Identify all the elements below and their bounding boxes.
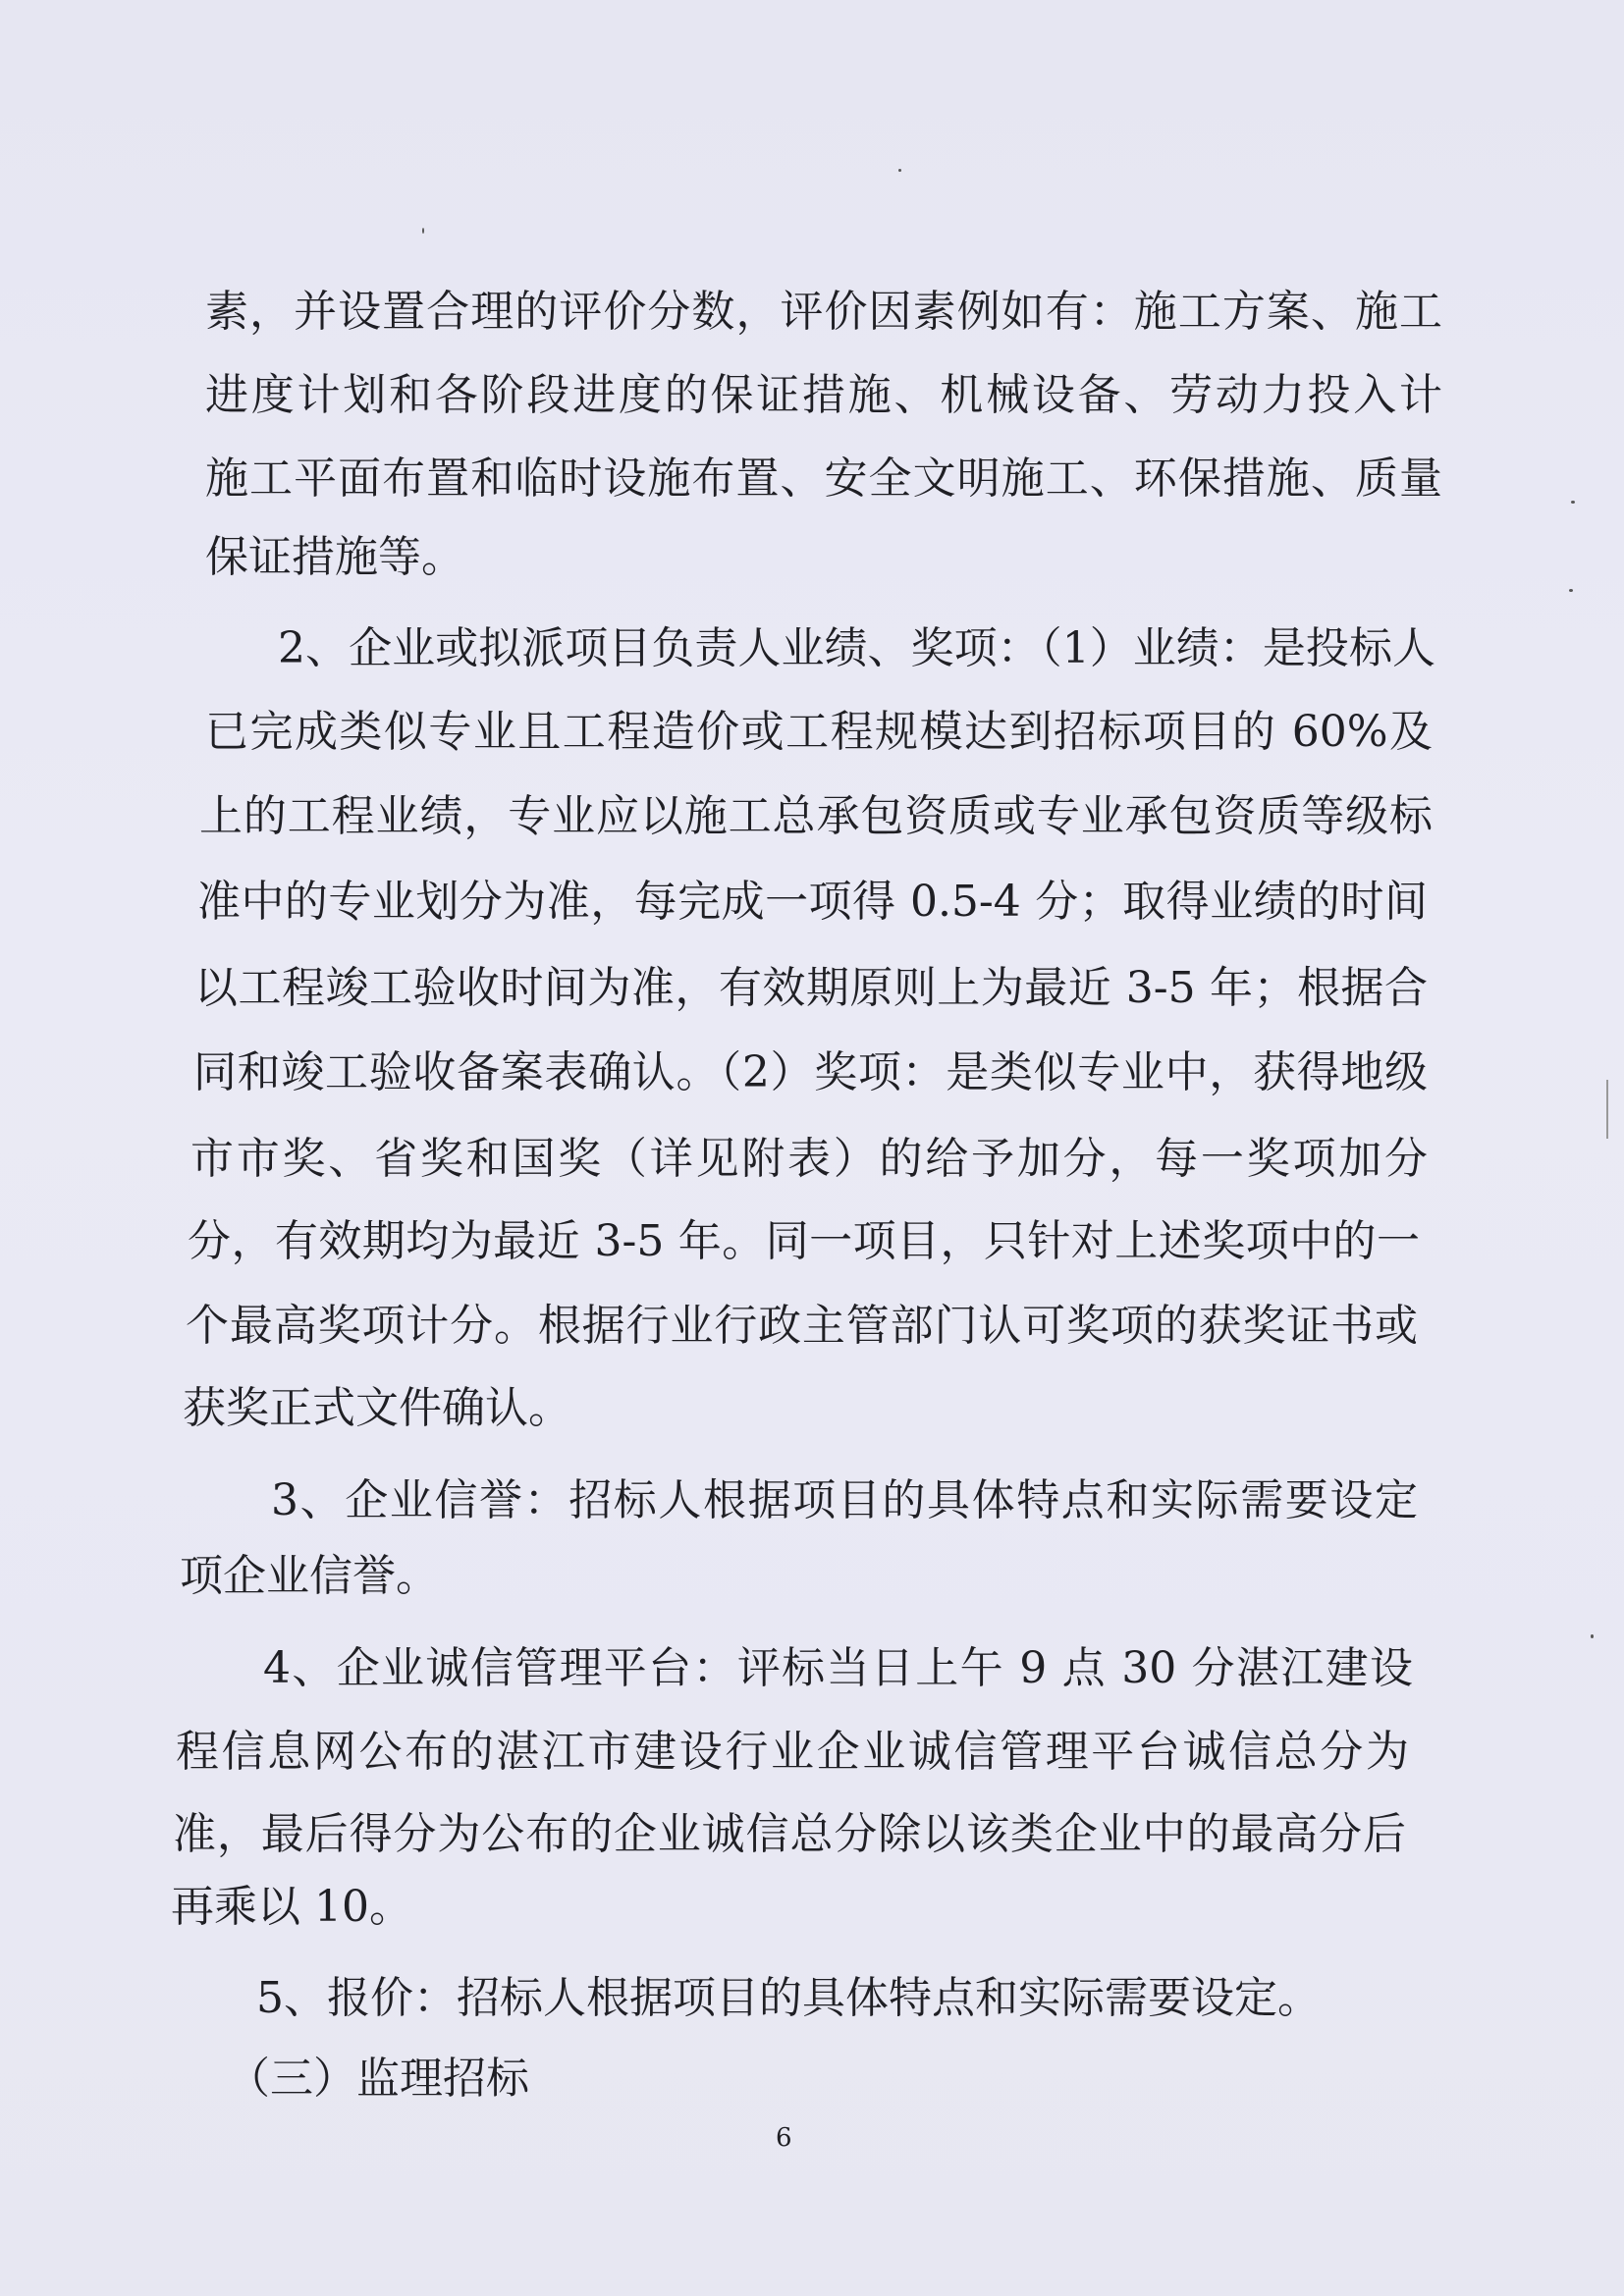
- text-line: 同和竣工验收备案表确认。（2）奖项：是类似专业中，获得地级: [193, 1047, 1428, 1097]
- scan-speck: [898, 169, 901, 172]
- scan-speck: [1569, 589, 1573, 592]
- paragraph-3-start: 3、企业信誉：招标人根据项目的具体特点和实际需要设定: [271, 1475, 1418, 1525]
- text-line: 准中的专业划分为准，每完成一项得 0.5-4 分；取得业绩的时间: [197, 877, 1428, 927]
- text-line: 施工平面布置和临时设施布置、安全文明施工、环保措施、质量: [205, 454, 1442, 504]
- text-line: 进度计划和各阶段进度的保证措施、机械设备、劳动力投入计: [205, 370, 1442, 420]
- text-line: 已完成类似专业且工程造价或工程规模达到招标项目的 60%及: [205, 707, 1433, 757]
- text-line: 保证措施等。: [205, 532, 464, 582]
- text-line: 准，最后得分为公布的企业诚信总分除以该类企业中的最高分后: [173, 1809, 1406, 1859]
- text-line: 程信息网公布的湛江市建设行业企业诚信管理平台诚信总分为: [176, 1727, 1409, 1777]
- text-line: 素，并设置合理的评价分数，评价因素例如有：施工方案、施工: [205, 287, 1442, 337]
- paragraph-2-start: 2、企业或拟派项目负责人业绩、奖项：（1）业绩：是投标人: [278, 623, 1435, 673]
- text-line: 上的工程业绩，专业应以施工总承包资质或专业承包资质等级标: [199, 791, 1433, 841]
- scan-edge-mark: [1606, 1080, 1608, 1139]
- scan-speck: [1571, 501, 1575, 504]
- scan-speck: [1591, 1634, 1594, 1638]
- page-number: 6: [776, 2123, 792, 2153]
- text-line: 再乘以 10。: [171, 1882, 412, 1932]
- paragraph-5: 5、报价：招标人根据项目的具体特点和实际需要设定。: [256, 1973, 1321, 2023]
- section-heading: （三）监理招标: [227, 2054, 529, 2104]
- text-line: 项企业信誉。: [180, 1551, 439, 1601]
- paragraph-4-start: 4、企业诚信管理平台：评标当日上午 9 点 30 分湛江建设: [263, 1643, 1413, 1693]
- text-line: 以工程竣工验收时间为准，有效期原则上为最近 3-5 年；根据合: [194, 963, 1428, 1013]
- text-line: 获奖正式文件确认。: [183, 1383, 571, 1433]
- scan-speck: [422, 228, 424, 234]
- text-line: 市市奖、省奖和国奖（详见附表）的给予加分，每一奖项加分: [190, 1134, 1428, 1184]
- text-line: 个最高奖项计分。根据行业行政主管部门认可奖项的获奖证书或: [186, 1301, 1418, 1351]
- text-line: 分，有效期均为最近 3-5 年。同一项目，只针对上述奖项中的一: [188, 1216, 1420, 1266]
